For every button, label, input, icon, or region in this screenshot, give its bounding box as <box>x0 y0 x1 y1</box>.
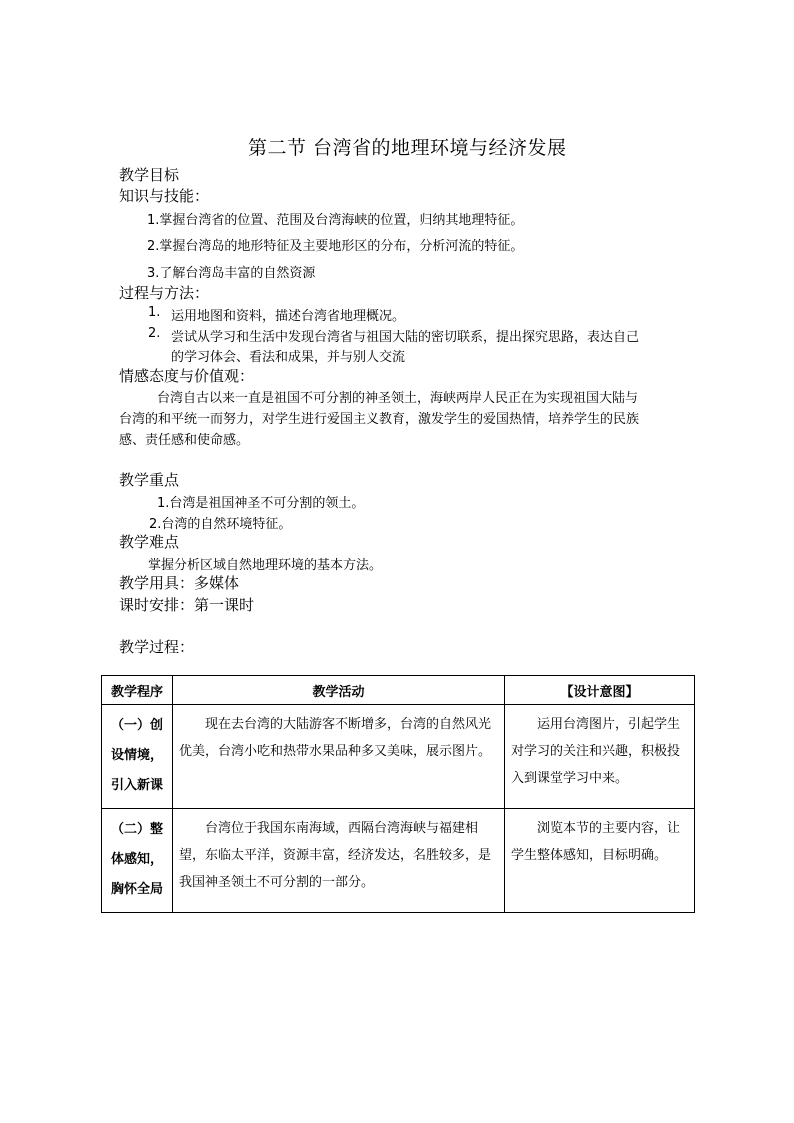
process-method-item: 尝试从学习和生活中发现台湾省与祖国大陆的密切联系，提出探究思路，表达自己 <box>171 330 640 345</box>
teaching-tools: 教学用具：多媒体 <box>119 574 240 592</box>
process-method-num: 2. <box>148 326 161 341</box>
stage-cell <box>102 809 173 913</box>
activity-cell: 台湾位于我国东南海域，西隔台湾海峡与福建相望，东临太平洋，资源丰富，经济发达，名胜较多，是我国神圣领土不可分割的一部分。 <box>173 809 505 913</box>
key-points-heading: 教学重点 <box>119 471 180 489</box>
key-point-item: 2.台湾的自然环境特征。 <box>149 517 292 532</box>
stage-line: 胸怀全局 <box>110 882 163 897</box>
emotion-line: 台湾自古以来一直是祖国不可分割的神圣领土，海峡两岸人民正在为实现祖国大陆与 <box>157 391 639 406</box>
stage-line: 体感知， <box>110 852 163 867</box>
table-row <box>102 809 695 913</box>
process-method-item: 运用地图和资料，描述台湾省地理概况。 <box>171 309 406 324</box>
process-method-num: 1. <box>148 305 161 320</box>
activity-cell: 现在去台湾的大陆游客不断增多，台湾的自然风光优美，台湾小吃和热带水果品种多又美味，展示图片。 <box>173 705 505 809</box>
knowledge-item: 1.掌握台湾省的位置、范围及台湾海峡的位置，归纳其地理特征。 <box>147 213 524 228</box>
teaching-process-table <box>101 675 695 913</box>
difficulty-heading: 教学难点 <box>119 533 180 551</box>
difficulty-text: 掌握分析区域自然地理环境的基本方法。 <box>148 558 383 573</box>
stage-line: 引入新课 <box>110 778 163 793</box>
knowledge-heading: 知识与技能： <box>119 187 210 205</box>
goals-heading: 教学目标 <box>119 166 180 184</box>
table-row <box>102 705 695 809</box>
knowledge-item: 2.掌握台湾岛的地形特征及主要地形区的分布，分析河流的特征。 <box>147 239 524 254</box>
emotion-line: 台湾的和平统一而努力，对学生进行爱国主义教育，激发学生的爱国热情，培养学生的民族 <box>119 412 640 427</box>
class-schedule: 课时安排：第一课时 <box>119 596 255 614</box>
process-method-item-cont: 的学习体会、看法和成果，并与别人交流 <box>171 350 406 365</box>
stage-line: 设情境， <box>110 748 163 763</box>
process-heading: 教学过程： <box>119 638 195 656</box>
header-stage: 教学程序 <box>102 676 173 705</box>
intent-cell: 浏览本节的主要内容，让学生整体感知，目标明确。 <box>505 809 695 913</box>
intent-cell: 运用台湾图片，引起学生对学习的关注和兴趣，积极投入到课堂学习中来。 <box>505 705 695 809</box>
page-title: 第二节 台湾省的地理环境与经济发展 <box>248 137 567 159</box>
knowledge-item: 3.了解台湾岛丰富的自然资源 <box>147 266 316 281</box>
stage-line: （一）创 <box>110 718 163 733</box>
header-intent: 【设计意图】 <box>505 676 695 705</box>
key-point-item: 1.台湾是祖国神圣不可分割的领土。 <box>157 496 365 511</box>
stage-line: （二）整 <box>110 822 163 837</box>
emotion-line: 感、责任感和使命感。 <box>119 433 250 448</box>
stage-cell <box>102 705 173 809</box>
header-activity: 教学活动 <box>173 676 505 705</box>
table-header-row <box>102 676 695 705</box>
process-method-heading: 过程与方法： <box>119 284 210 302</box>
emotion-heading: 情感态度与价值观： <box>119 367 255 385</box>
